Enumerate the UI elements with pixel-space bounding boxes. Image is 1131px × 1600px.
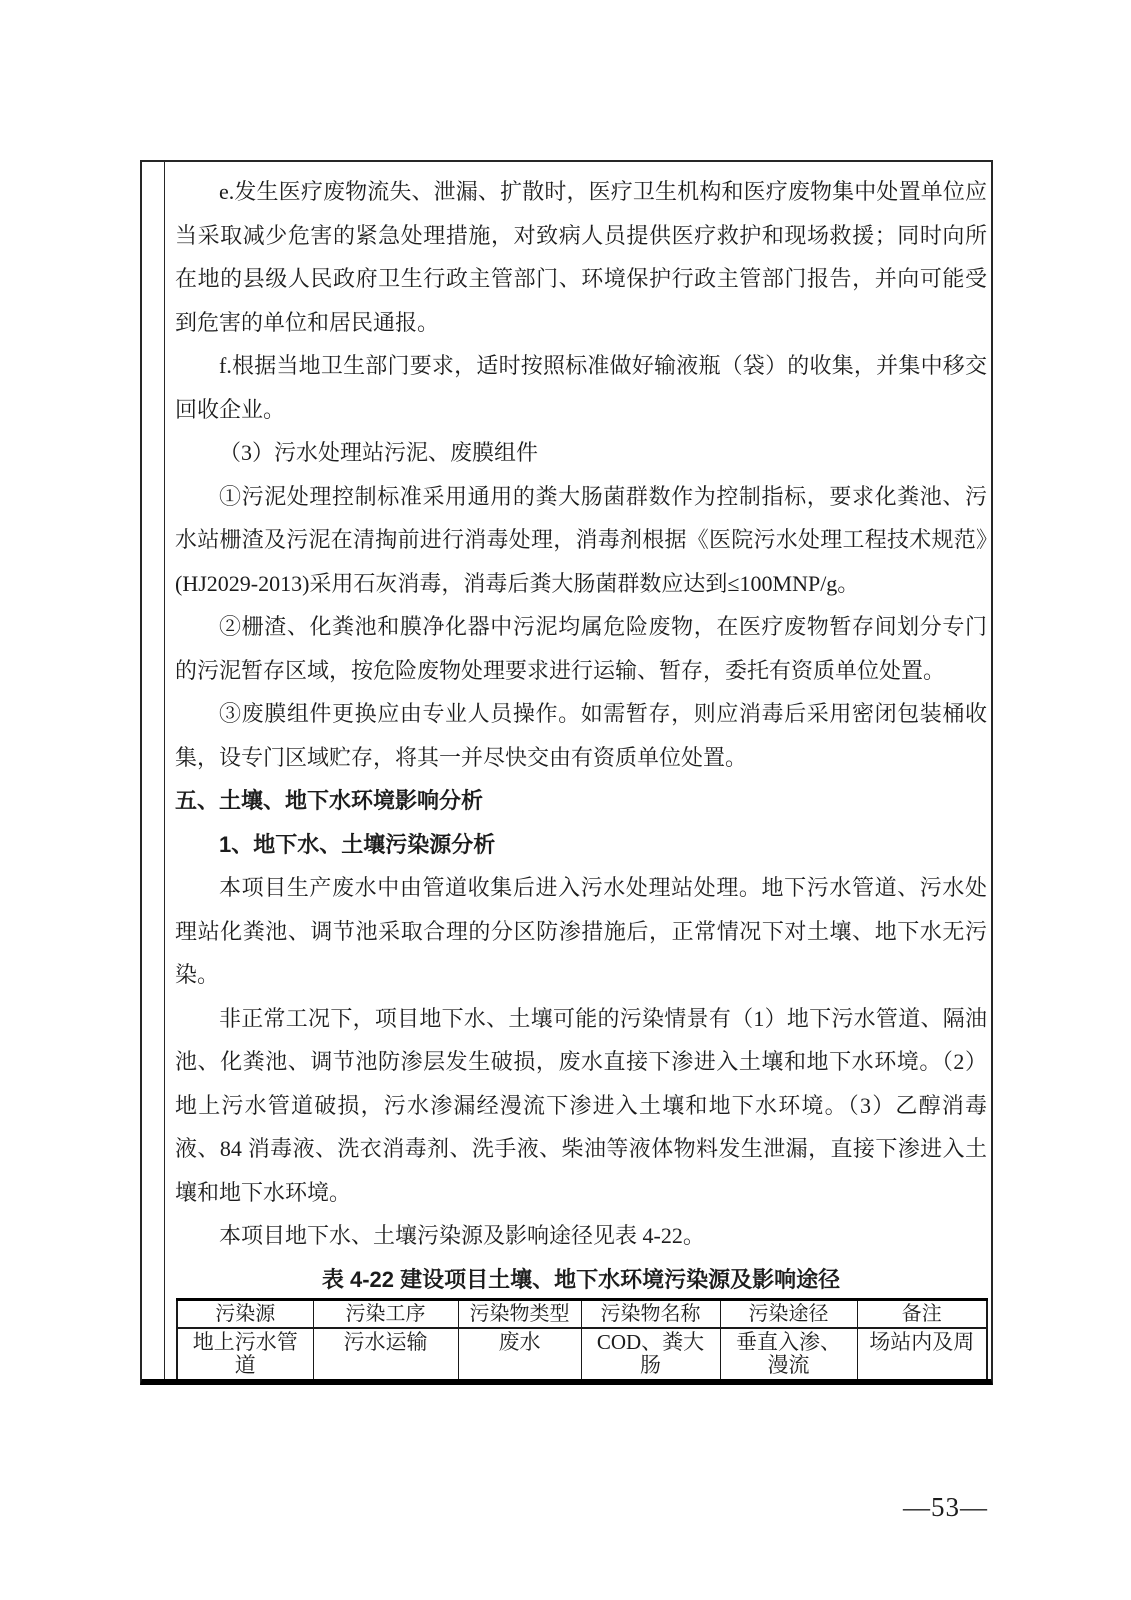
table-header-cell: 污染途径 — [720, 1299, 857, 1328]
page-content — [175, 162, 987, 1379]
section-heading: 五、土壤、地下水环境影响分析 — [175, 788, 484, 813]
table-caption: 表 4-22 建设项目土壤、地下水环境污染源及影响途径 — [321, 1266, 841, 1292]
table-header-row — [177, 1299, 987, 1328]
left-gutter-line — [164, 162, 165, 1379]
paragraph-f: f.根据当地卫生部门要求，适时按照标准做好输液瓶（袋）的收集，并集中移交回收企业。 — [175, 353, 987, 422]
table-header-cell: 备注 — [857, 1299, 987, 1328]
table-cell: 垂直入渗、漫流 — [720, 1328, 857, 1379]
table-cell: 地上污水管道 — [177, 1328, 313, 1379]
paragraph-circle1: ①污泥处理控制标准采用通用的粪大肠菌群数作为控制指标，要求化粪池、污水站栅渣及污泥在清掏前进行消毒处理，消毒剂根据《医院污水处理工程技术规范》(HJ2029-2013)采用石灰消毒，消毒后粪大肠菌群数应达到≤100MNP/g。 — [175, 483, 987, 596]
page-number: —53— — [903, 1492, 988, 1522]
pollution-table — [176, 1298, 988, 1379]
table-cell: 污水运输 — [313, 1328, 458, 1379]
paragraph-project: 本项目生产废水中由管道收集后进入污水处理站处理。地下污水管道、污水处理站化粪池、调节池采取合理的分区防渗措施后，正常情况下对土壤、地下水无污染。 — [175, 875, 987, 987]
table-header-cell: 污染源 — [177, 1299, 313, 1328]
paragraph-item3: （3）污水处理站污泥、废膜组件 — [219, 440, 539, 465]
paragraph-circle3: ③废膜组件更换应由专业人员操作。如需暂存，则应消毒后采用密闭包装桶收集，设专门区域贮存，将其一并尽快交由有资质单位处置。 — [175, 701, 987, 770]
paragraph-e: e.发生医疗废物流失、泄漏、扩散时，医疗卫生机构和医疗废物集中处置单位应当采取减少危害的紧急处理措施，对致病人员提供医疗救护和现场救援；同时向所在地的县级人民政府卫生行政主管部门、环境保护行政主管部门报告，并向可能受到危害的单位和居民通报。 — [175, 179, 987, 335]
table-header-cell: 污染工序 — [313, 1299, 458, 1328]
table-cell: 废水 — [458, 1328, 581, 1379]
table-row — [177, 1328, 987, 1379]
paragraph-abnormal: 非正常工况下，项目地下水、土壤可能的污染情景有（1）地下污水管道、隔油池、化粪池、调节池防渗层发生破损，废水直接下渗进入土壤和地下水环境。（2）地上污水管道破损，污水渗漏经漫流下渗进入土壤和地下水环境。（3）乙醇消毒液、84 消毒液、洗衣消毒剂、洗手液、柴油等液体物料发生泄漏，直接下渗进入土壤和地下水环境。 — [175, 1005, 987, 1205]
content-frame — [140, 160, 993, 1385]
table-header-cell: 污染物类型 — [458, 1299, 581, 1328]
table-cell: 场站内及周 — [857, 1328, 987, 1379]
paragraph-circle2: ②栅渣、化粪池和膜净化器中污泥均属危险废物，在医疗废物暂存间划分专门的污泥暂存区域，按危险废物处理要求进行运输、暂存，委托有资质单位处置。 — [175, 614, 987, 683]
table-cell: COD、粪大肠 — [581, 1328, 720, 1379]
subsection-heading: 1、地下水、土壤污染源分析 — [219, 831, 496, 857]
table-header-cell: 污染物名称 — [581, 1299, 720, 1328]
paragraph-table-ref: 本项目地下水、土壤污染源及影响途径见表 4-22。 — [219, 1223, 705, 1248]
